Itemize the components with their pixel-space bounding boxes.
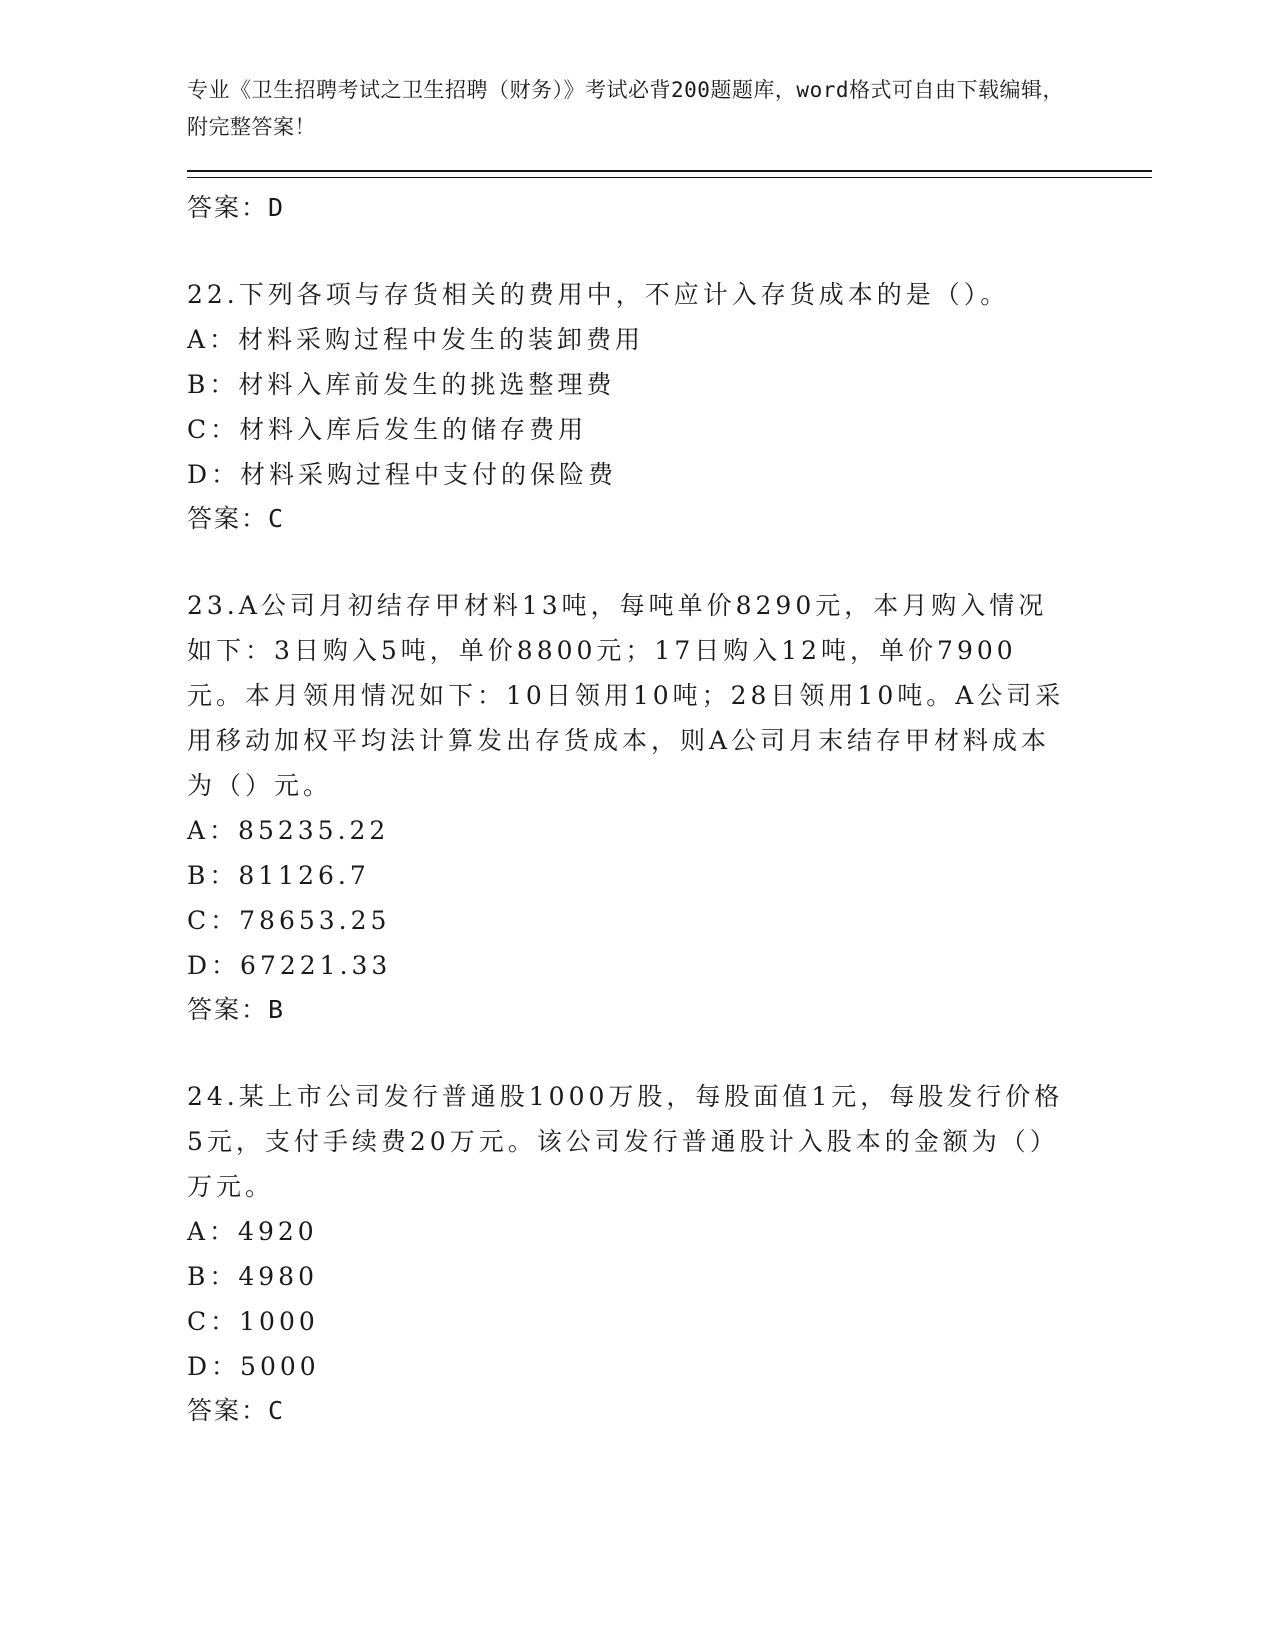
document-page bbox=[187, 72, 1147, 1433]
document-header: 专业《卫生招聘考试之卫生招聘（财务）》考试必背200题题库，word格式可自由下载编辑，附完整答案！ bbox=[187, 78, 1064, 139]
answer: 答案：C bbox=[187, 1396, 286, 1425]
option-a: A：材料采购过程中发生的装卸费用 bbox=[187, 325, 645, 354]
question-22 bbox=[187, 272, 1147, 541]
option-b: B：81126.7 bbox=[187, 861, 370, 890]
option-d: D：材料采购过程中支付的保险费 bbox=[187, 460, 618, 489]
option-c: C：78653.25 bbox=[187, 906, 391, 935]
question-stem: 23.A公司月初结存甲材料13吨，每吨单价8290元，本月购入情况如下：3日购入5吨，单价8800元；17日购入12吨，单价7900元。本月领用情况如下：10日领用10吨；28日领用10吨。A公司采用移动加权平均法计算发出存货成本，则A公司月末结存甲材料成本为（）元。 bbox=[187, 591, 1065, 800]
option-b: B：材料入库前发生的挑选整理费 bbox=[187, 370, 616, 399]
option-a: A：4920 bbox=[187, 1217, 318, 1246]
option-d: D：67221.33 bbox=[187, 951, 392, 980]
option-c: C：1000 bbox=[187, 1307, 319, 1336]
question-stem: 24.某上市公司发行普通股1000万股，每股面值1元，每股发行价格5元，支付手续费20万元。该公司发行普通股计入股本的金额为（）万元。 bbox=[187, 1082, 1064, 1201]
answer: 答案：B bbox=[187, 995, 286, 1024]
answer: 答案：C bbox=[187, 504, 286, 533]
previous-answer: 答案：D bbox=[187, 193, 286, 222]
option-d: D：5000 bbox=[187, 1352, 320, 1381]
question-stem: 22.下列各项与存货相关的费用中，不应计入存货成本的是（）。 bbox=[187, 280, 1010, 309]
question-24 bbox=[187, 1074, 1147, 1433]
option-a: A：85235.22 bbox=[187, 816, 390, 845]
header-divider bbox=[187, 170, 1152, 178]
question-23 bbox=[187, 583, 1147, 1032]
option-c: C：材料入库后发生的储存费用 bbox=[187, 415, 588, 444]
option-b: B：4980 bbox=[187, 1262, 318, 1291]
